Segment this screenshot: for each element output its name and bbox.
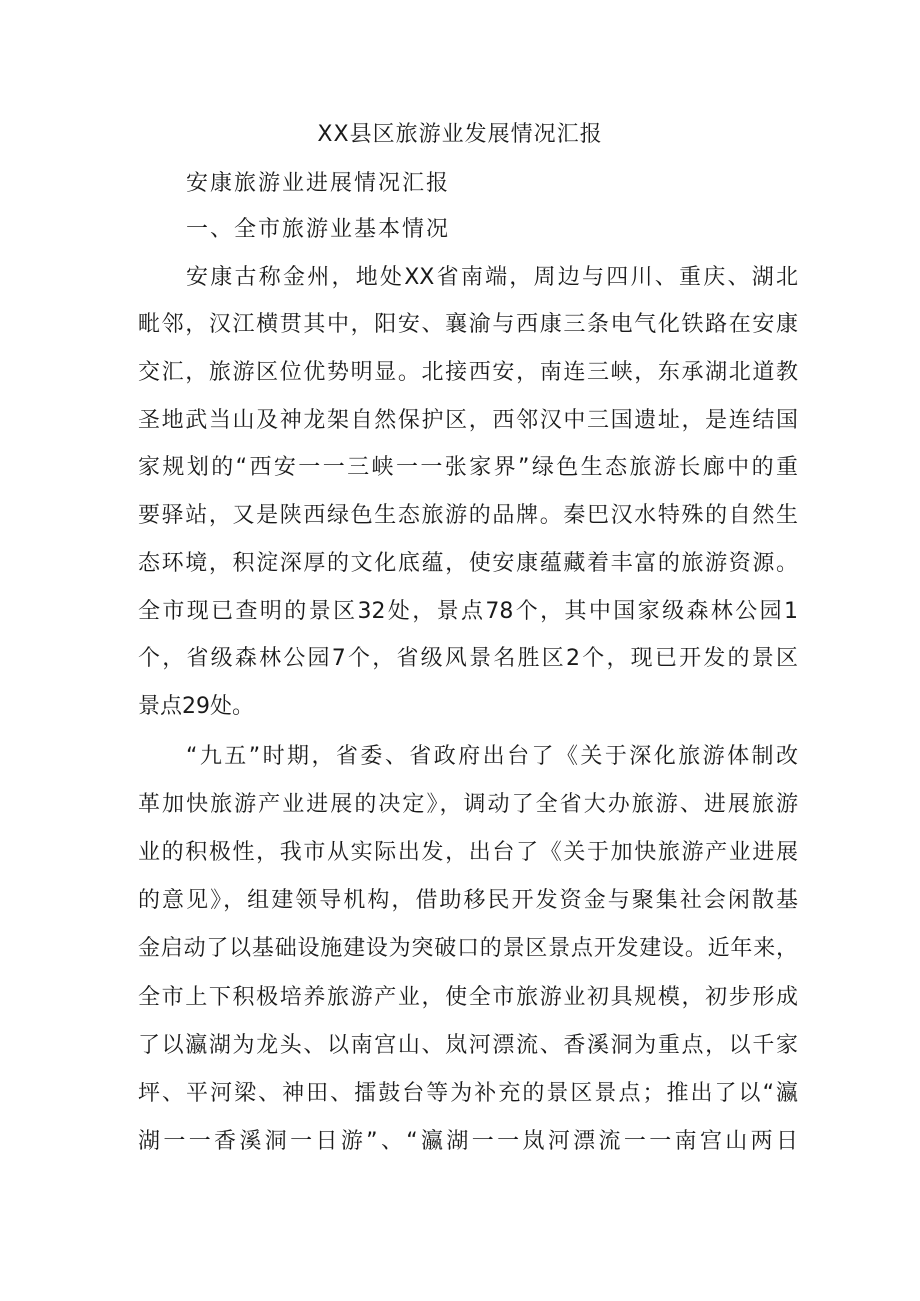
paragraph-line: 景点29处。: [138, 694, 254, 719]
paragraph-line: 金启动了以基础设施建设为突破口的景区景点开发建设。近年来，: [138, 936, 798, 961]
paragraph-line: 安康古称金州，地处XX省南端，周边与四川、重庆、湖北: [186, 265, 798, 290]
paragraph-line: 坪、平河梁、神田、擂鼓台等为补充的景区景点；推出了以“瀛: [138, 1081, 798, 1106]
paragraph-line: 家规划的“西安一一三峡一一张家界”绿色生态旅游长廊中的重: [138, 455, 798, 480]
paragraph-line: 个，省级森林公园7个，省级风景名胜区2个，现已开发的景区: [138, 646, 798, 671]
paragraph-line: 态环境，积淀深厚的文化底蕴，使安康蕴藏着丰富的旅游资源。: [138, 551, 798, 576]
paragraph-line: 了以瀛湖为龙头、以南宫山、岚河漂流、香溪洞为重点，以千家: [138, 1033, 798, 1058]
paragraph-line: 革加快旅游产业进展的决定》，调动了全省大办旅游、进展旅游: [138, 792, 798, 817]
paragraph-line: 毗邻，汉江横贯其中，阳安、襄渝与西康三条电气化铁路在安康: [138, 312, 798, 337]
paragraph-line: 全市现已查明的景区32处，景点78个，其中国家级森林公园1: [138, 599, 798, 624]
section-heading: 一、全市旅游业基本情况: [186, 217, 451, 242]
document-title: XX县区旅游业发展情况汇报: [317, 122, 603, 147]
paragraph-line: 湖一一香溪洞一日游”、“瀛湖一一岚河漂流一一南宫山两日: [138, 1129, 798, 1154]
paragraph-line: 业的积极性，我市从实际出发，出台了《关于加快旅游产业进展: [138, 840, 798, 865]
document-subtitle: 安康旅游业进展情况汇报: [186, 171, 451, 196]
paragraph-line: 交汇，旅游区位优势明显。北接西安，南连三峡，东承湖北道教: [138, 360, 798, 385]
paragraph-line: 要驿站，又是陕西绿色生态旅游的品牌。秦巴汉水特殊的自然生: [138, 503, 798, 528]
paragraph-line: “九五”时期，省委、省政府出台了《关于深化旅游体制改: [186, 744, 798, 769]
paragraph-line: 的意见》，组建领导机构，借助移民开发资金与聚集社会闲散基: [138, 888, 798, 913]
paragraph-line: 全市上下积极培养旅游产业，使全市旅游业初具规模，初步形成: [138, 985, 798, 1010]
paragraph-line: 圣地武当山及神龙架自然保护区，西邻汉中三国遗址，是连结国: [138, 408, 798, 433]
